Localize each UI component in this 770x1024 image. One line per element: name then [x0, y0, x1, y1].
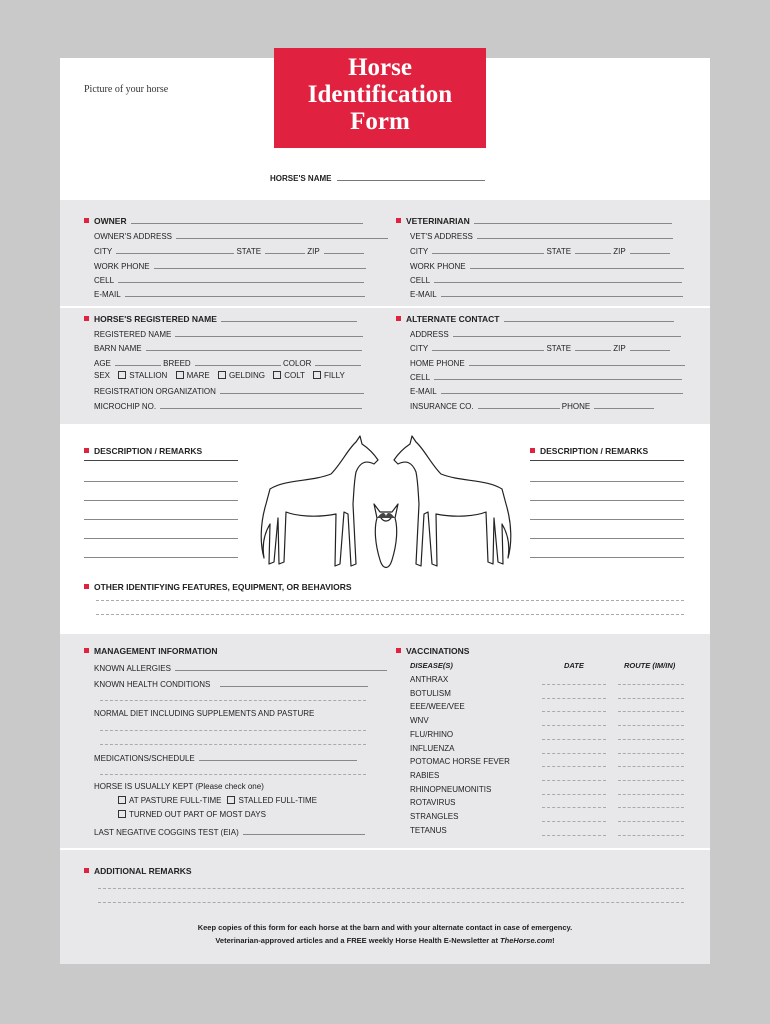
- bullet-icon: [84, 218, 89, 223]
- horse-right-outline: [394, 436, 511, 566]
- description-left-line[interactable]: [84, 557, 238, 558]
- vaccination-disease: STRANGLES: [410, 812, 459, 821]
- kept-label: HORSE IS USUALLY KEPT (Please check one): [94, 782, 264, 791]
- alt-city-field[interactable]: CITY STATE ZIP: [410, 342, 670, 354]
- vet-address-field[interactable]: VET'S ADDRESS: [410, 230, 673, 242]
- gelding-checkbox[interactable]: [218, 371, 226, 379]
- vaccination-disease: WNV: [410, 716, 429, 726]
- vet-city-field[interactable]: CITY STATE ZIP: [410, 245, 670, 257]
- filly-checkbox[interactable]: [313, 371, 321, 379]
- medications-line[interactable]: [100, 774, 366, 775]
- registration-org-field[interactable]: REGISTRATION ORGANIZATION: [94, 385, 364, 397]
- bullet-icon: [84, 584, 89, 589]
- kept-options-row-1: AT PASTURE FULL-TIME STALLED FULL-TIME: [118, 796, 317, 806]
- other-features-heading: OTHER IDENTIFYING FEATURES, EQUIPMENT, OR BEHAVIORS: [84, 582, 352, 592]
- vet-work-phone-field[interactable]: WORK PHONE: [410, 260, 684, 272]
- vaccination-date-field[interactable]: [542, 807, 606, 808]
- vaccination-route-field[interactable]: [618, 807, 684, 808]
- owner-email-field[interactable]: E-MAIL: [94, 288, 365, 300]
- colt-checkbox[interactable]: [273, 371, 281, 379]
- owner-address-field[interactable]: OWNER'S ADDRESS: [94, 230, 388, 242]
- vaccination-route-field[interactable]: [618, 821, 684, 822]
- management-section: [60, 634, 710, 848]
- website-link[interactable]: TheHorse.com: [500, 936, 553, 945]
- bullet-icon: [84, 316, 89, 321]
- vaccination-date-field[interactable]: [542, 766, 606, 767]
- vaccination-disease: RHINOPNEUMONITIS: [410, 784, 492, 794]
- owner-vet-section: [60, 200, 710, 306]
- stalled-checkbox[interactable]: [227, 796, 235, 804]
- vaccination-disease: BOTULISM: [410, 688, 451, 698]
- description-left-line[interactable]: [84, 519, 238, 520]
- footer-line-1: Keep copies of this form for each horse at the barn and with your alternate contact in case of emergency.: [197, 923, 573, 932]
- allergies-field[interactable]: KNOWN ALLERGIES: [94, 662, 387, 674]
- vaccination-route-field[interactable]: [618, 698, 684, 699]
- vaccination-disease: FLU/RHINO: [410, 729, 454, 739]
- alt-cell-field[interactable]: CELL: [410, 371, 682, 383]
- vaccination-route-field[interactable]: [618, 835, 684, 836]
- alternate-contact-field[interactable]: ALTERNATE CONTACT: [396, 313, 674, 324]
- other-features-line[interactable]: [96, 614, 684, 615]
- alt-email-field[interactable]: E-MAIL: [410, 385, 683, 397]
- vaccination-date-field[interactable]: [542, 698, 606, 699]
- title-line-2: Identification: [307, 81, 453, 108]
- description-section: [60, 426, 710, 632]
- bullet-icon: [84, 448, 89, 453]
- diet-line[interactable]: [100, 730, 366, 731]
- description-right-line[interactable]: [530, 538, 684, 539]
- vaccination-disease: EEE/WEE/VEE: [410, 702, 465, 712]
- vaccination-disease: RABIES: [410, 770, 440, 780]
- owner-cell-field[interactable]: CELL: [94, 274, 364, 286]
- header-section: [60, 54, 710, 198]
- medications-field[interactable]: MEDICATIONS/SCHEDULE: [94, 752, 357, 764]
- vaccinations-heading: VACCINATIONS: [396, 646, 469, 656]
- description-left-line[interactable]: [84, 481, 238, 482]
- description-left-line[interactable]: [84, 500, 238, 501]
- alt-home-phone-field[interactable]: HOME PHONE: [410, 357, 685, 369]
- microchip-field[interactable]: MICROCHIP NO.: [94, 400, 362, 412]
- form-page: [60, 54, 710, 964]
- pasture-checkbox[interactable]: [118, 796, 126, 804]
- additional-line[interactable]: [98, 888, 684, 889]
- vaccination-date-field[interactable]: [542, 780, 606, 781]
- description-right-line[interactable]: [530, 519, 684, 520]
- registration-section: [60, 308, 710, 424]
- vaccination-disease: ANTHRAX: [410, 675, 449, 684]
- registered-name-field[interactable]: REGISTERED NAME: [94, 328, 363, 340]
- title-line-1: Horse: [348, 54, 412, 81]
- vaccination-date-field[interactable]: [542, 725, 606, 726]
- management-heading: MANAGEMENT INFORMATION: [84, 646, 218, 656]
- horse-left-outline: [261, 436, 378, 566]
- horse-name-label: HORSE'S NAME: [270, 174, 332, 183]
- insurance-field[interactable]: INSURANCE CO. PHONE: [410, 400, 654, 412]
- vaccination-route-field[interactable]: [618, 780, 684, 781]
- col-route-header: ROUTE (IM/IN): [624, 661, 676, 670]
- diet-label: NORMAL DIET INCLUDING SUPPLEMENTS AND PASTURE: [94, 709, 315, 718]
- col-disease-header: DISEASE(S): [410, 661, 453, 670]
- additional-heading: ADDITIONAL REMARKS: [84, 866, 192, 876]
- health-conditions-field[interactable]: KNOWN HEALTH CONDITIONS: [94, 678, 368, 690]
- health-line[interactable]: [100, 700, 366, 701]
- vaccination-date-field[interactable]: [542, 711, 606, 712]
- bullet-icon: [396, 648, 401, 653]
- title-line-3: Form: [350, 108, 410, 135]
- bullet-icon: [396, 316, 401, 321]
- vaccination-route-field[interactable]: [618, 725, 684, 726]
- vaccination-date-field[interactable]: [542, 821, 606, 822]
- barn-name-field[interactable]: BARN NAME: [94, 342, 362, 354]
- registered-name-heading-field[interactable]: HORSE'S REGISTERED NAME: [84, 313, 357, 324]
- vaccination-route-field[interactable]: [618, 794, 684, 795]
- vaccination-date-field[interactable]: [542, 684, 606, 685]
- turned-out-checkbox[interactable]: [118, 810, 126, 818]
- description-right-line[interactable]: [530, 557, 684, 558]
- picture-label: Picture of your horse: [84, 84, 169, 95]
- form-title: [274, 48, 486, 148]
- vaccination-route-field[interactable]: [618, 711, 684, 712]
- horse-head-front-outline: [374, 504, 398, 568]
- age-breed-color-field[interactable]: AGE BREED COLOR: [94, 357, 361, 369]
- vaccination-disease: POTOMAC HORSE FEVER: [410, 757, 510, 767]
- additional-line[interactable]: [98, 902, 684, 903]
- vaccination-route-field[interactable]: [618, 684, 684, 685]
- mare-checkbox[interactable]: [176, 371, 184, 379]
- sex-field: SEX STALLION MARE GELDING COLT FILLY: [94, 371, 345, 380]
- owner-field[interactable]: OWNER: [84, 215, 363, 226]
- vaccination-date-field[interactable]: [542, 794, 606, 795]
- horse-name-field[interactable]: [270, 172, 485, 183]
- other-features-line[interactable]: [96, 600, 684, 601]
- vaccination-disease: TETANUS: [410, 825, 447, 835]
- vaccination-route-field[interactable]: [618, 739, 684, 740]
- vaccination-date-field[interactable]: [542, 753, 606, 754]
- bullet-icon: [530, 448, 535, 453]
- bullet-icon: [84, 648, 89, 653]
- alt-address-field[interactable]: ADDRESS: [410, 328, 681, 340]
- vaccination-date-field[interactable]: [542, 835, 606, 836]
- description-right-line[interactable]: [530, 500, 684, 501]
- description-right-heading: DESCRIPTION / REMARKS: [530, 446, 648, 456]
- diet-line[interactable]: [100, 744, 366, 745]
- description-right-line[interactable]: [530, 481, 684, 482]
- additional-section: [60, 850, 710, 964]
- bullet-icon: [396, 218, 401, 223]
- vaccination-disease: ROTAVIRUS: [410, 798, 456, 808]
- bullet-icon: [84, 868, 89, 873]
- vaccination-date-field[interactable]: [542, 739, 606, 740]
- vet-field[interactable]: VETERINARIAN: [396, 215, 672, 226]
- footer-line-2: Veterinarian-approved articles and a FREE weekly Horse Health E-Newsletter at TheHorse.com!: [215, 936, 555, 945]
- description-left-line[interactable]: [84, 538, 238, 539]
- vaccination-disease: INFLUENZA: [410, 743, 455, 753]
- coggins-field[interactable]: LAST NEGATIVE COGGINS TEST (EIA): [94, 826, 365, 838]
- vaccination-route-field[interactable]: [618, 753, 684, 754]
- description-left-heading: DESCRIPTION / REMARKS: [84, 446, 202, 456]
- col-date-header: DATE: [564, 661, 584, 670]
- horse-diagram[interactable]: [256, 434, 516, 584]
- owner-work-phone-field[interactable]: WORK PHONE: [94, 260, 366, 272]
- kept-options-row-2: TURNED OUT PART OF MOST DAYS: [118, 810, 266, 820]
- stallion-checkbox[interactable]: [118, 371, 126, 379]
- owner-city-field[interactable]: CITY STATE ZIP: [94, 245, 364, 257]
- vaccination-route-field[interactable]: [618, 766, 684, 767]
- vet-email-field[interactable]: E-MAIL: [410, 288, 683, 300]
- vet-cell-field[interactable]: CELL: [410, 274, 682, 286]
